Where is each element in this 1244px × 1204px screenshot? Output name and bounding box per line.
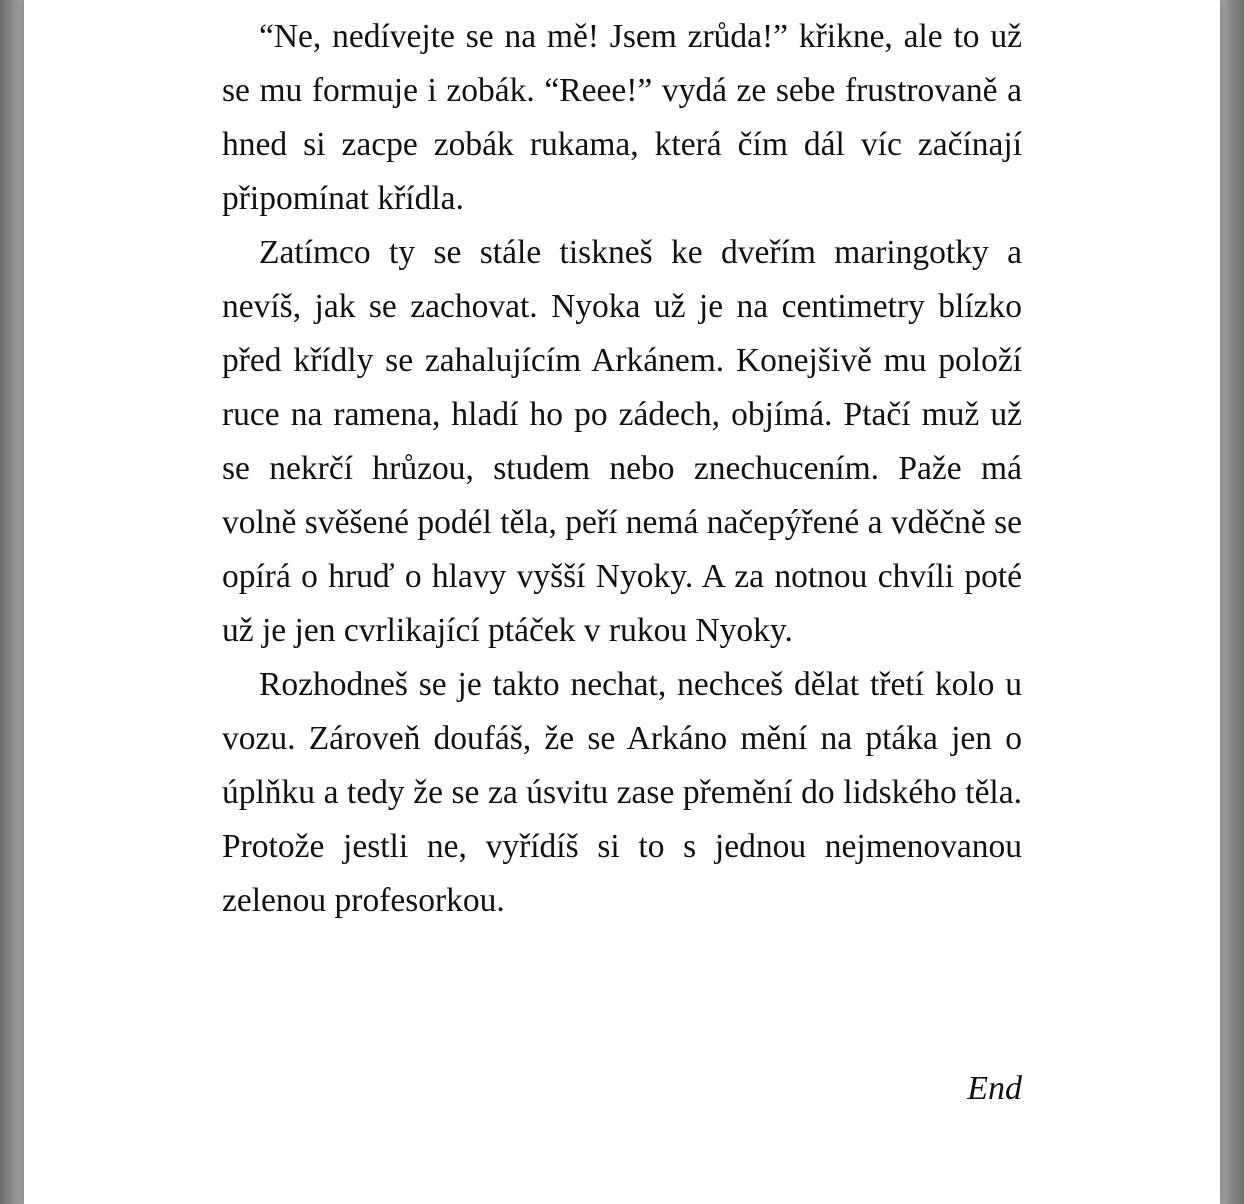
paragraph: Zatímco ty se stále tiskneš ke dveřím maringotky a nevíš, jak se zachovat. Nyoka už je na centimetry blízko před křídly se zahalujícím Arkánem. Konejšivě mu položí ruce na ramena, hladí ho po zádech, objímá. Ptačí muž už se nekrčí hrůzou, studem nebo znechucením. Paže má volně svěšené podél těla, peří nemá načepýřené a vděčně se opírá o hruď o hlavy vyšší Nyoky. A za notnou chvíli poté už je jen cvrlikající ptáček v rukou Nyoky. <box>222 234 1022 649</box>
paragraph: Rozhodneš se je takto nechat, nechceš dělat třetí kolo u vozu. Zároveň doufáš, že se Arkáno mění na ptáka jen o úplňku a tedy že se za úsvitu zase přemění do lidského těla. Protože jestli ne, vyřídíš si to s jednou nejmenovanou zelenou profesorkou. <box>222 666 1022 919</box>
body-text <box>222 10 1022 928</box>
document-page[interactable] <box>24 0 1220 1204</box>
end-label: End <box>967 1070 1022 1107</box>
paragraph: “Ne, nedívejte se na mě! Jsem zrůda!” křikne, ale to už se mu formuje i zobák. “Reee!” vydá ze sebe frustrovaně a hned si zacpe zobák rukama, která čím dál víc začínají připomínat křídla. <box>222 18 1022 217</box>
previous-line-fragment <box>222 0 1022 4</box>
